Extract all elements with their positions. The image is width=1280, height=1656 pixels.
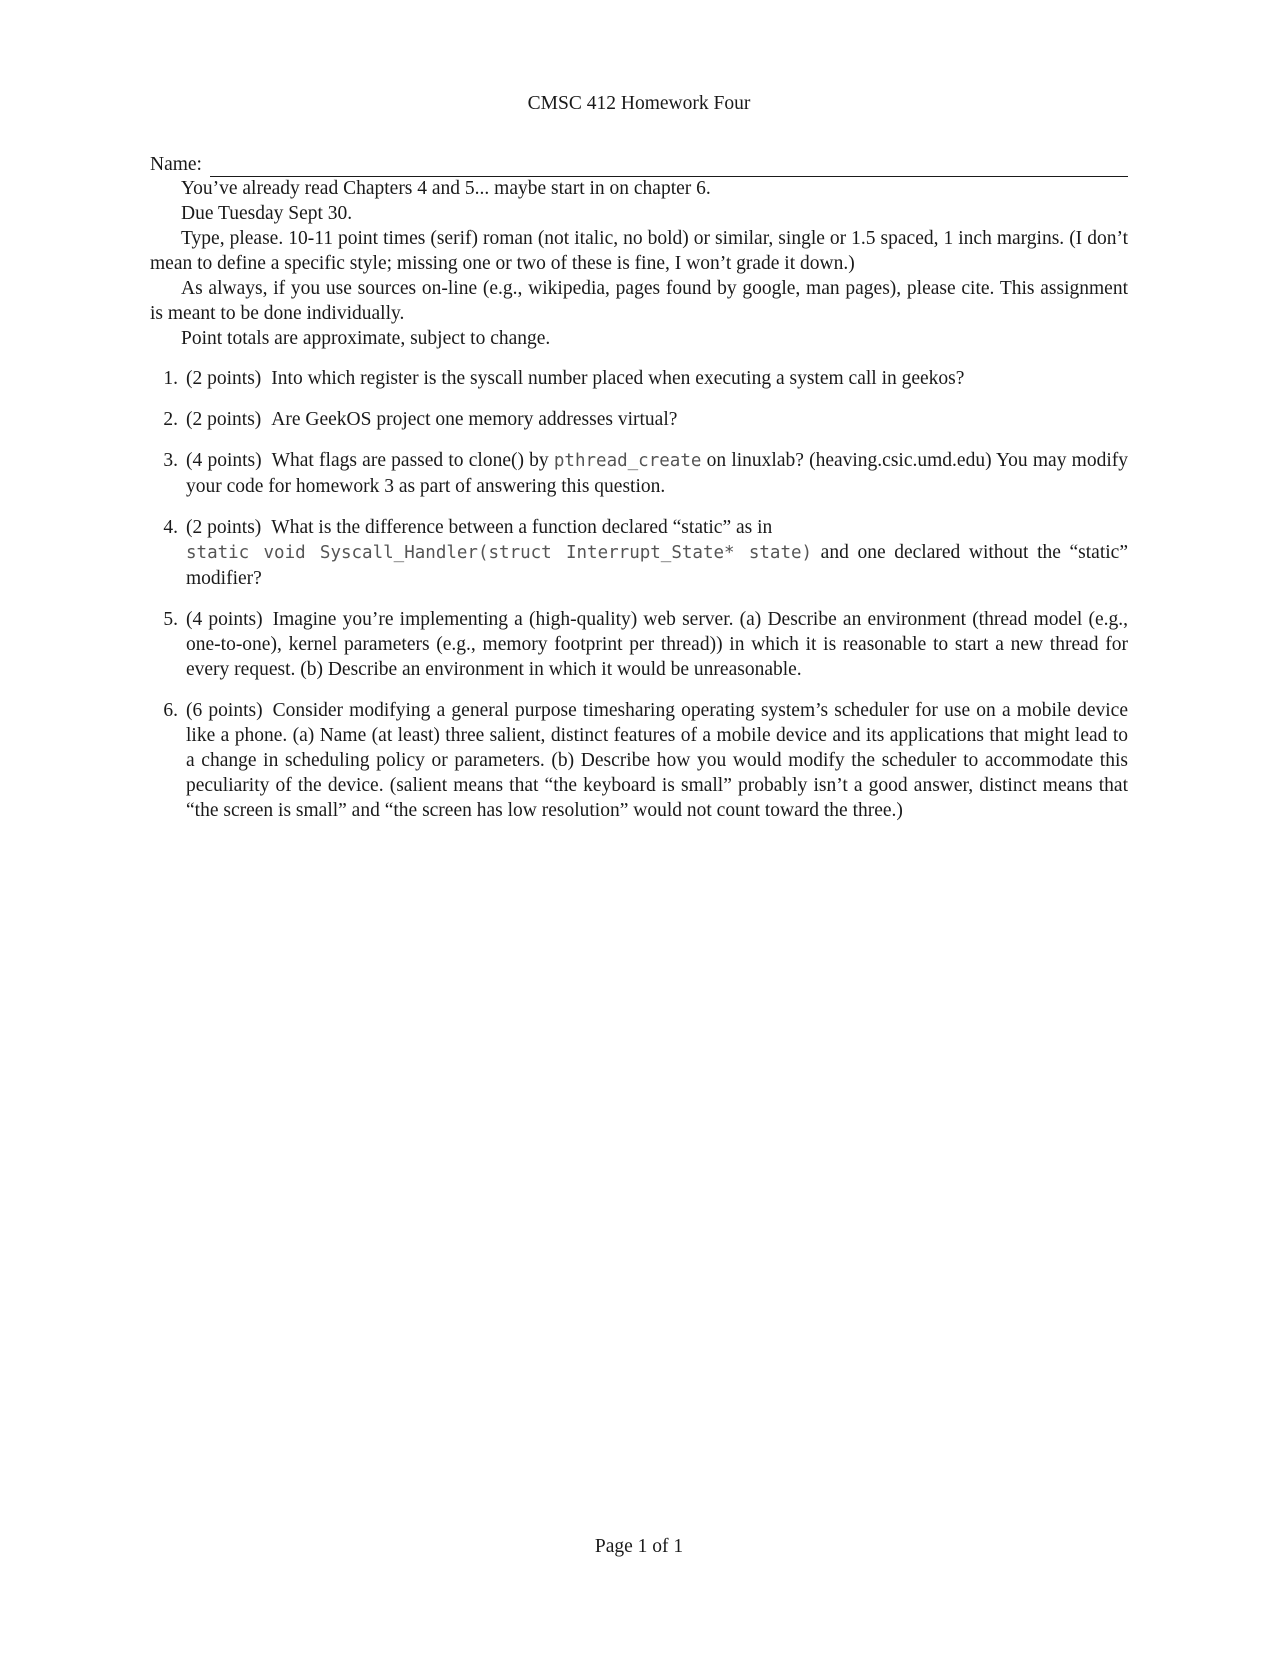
question-points: (2 points) (186, 517, 262, 538)
question-number: 3. (163, 450, 178, 471)
question-points: (6 points) (186, 700, 263, 721)
question-body: Into which register is the syscall number placed when executing a system call in geekos? (271, 368, 965, 389)
document-title: CMSC 412 Homework Four (527, 93, 751, 114)
question-item (150, 607, 1128, 682)
question-body: Are GeekOS project one memory addresses virtual? (271, 409, 678, 430)
code-snippet: static void Syscall_Handler(struct Interrupt_State* state) (186, 543, 813, 563)
question-item (150, 366, 1128, 391)
question-number: 2. (163, 409, 178, 430)
question-body: on linuxlab? (heaving.csic.umd.edu) You may modify your code for homework 3 as part of answering this question. (186, 450, 1128, 497)
question-text (186, 407, 1128, 432)
question-points: (2 points) (186, 368, 262, 389)
intro-paragraph: Point totals are approximate, subject to change. (181, 328, 551, 349)
name-underline (210, 158, 1128, 177)
question-text (186, 366, 1128, 391)
intro-paragraph: Due Tuesday Sept 30. (181, 203, 353, 224)
intro-paragraph: Type, please. 10-11 point times (serif) roman (not italic, no bold) or similar, single or 1.5 spaced, 1 inch margins. (I don’t mean to define a specific style; missing one or two of these is fine, I won’t grade it down.) (150, 228, 1128, 274)
question-text (186, 698, 1128, 823)
question-text (186, 515, 1128, 591)
question-item (150, 698, 1128, 823)
question-number: 4. (163, 517, 178, 538)
page-footer: Page 1 of 1 (594, 1536, 684, 1557)
question-item (150, 407, 1128, 432)
question-body: What flags are passed to clone() by (271, 450, 554, 471)
intro-section (150, 176, 1128, 351)
question-item (150, 448, 1128, 499)
question-text (186, 607, 1128, 682)
question-body: Imagine you’re implementing a (high-quality) web server. (a) Describe an environment (thread model (e.g., one-to-one), kernel parameters (e.g., memory footprint per thread)) in which it is reasonable to start a new thread for every request. (b) Describe an environment in which it would be unreasonable. (186, 609, 1128, 680)
question-body: Consider modifying a general purpose timesharing operating system’s scheduler for use on a mobile device like a phone. (a) Name (at least) three salient, distinct features of a mobile device and its applications that might lead to a change in scheduling policy or parameters. (b) Describe how you would modify the scheduler to accommodate this peculiarity of the device. (salient means that “the keyboard is small” probably isn’t a good answer, distinct means that “the screen is small” and “the screen has low resolution” would not count toward the three.) (186, 700, 1128, 821)
question-list (150, 366, 1128, 839)
question-item (150, 515, 1128, 591)
question-text (186, 448, 1128, 499)
question-points: (4 points) (186, 450, 262, 471)
document-page (150, 0, 1128, 1656)
name-field-row (150, 152, 1128, 177)
question-number: 6. (163, 700, 178, 721)
intro-paragraph: You’ve already read Chapters 4 and 5... maybe start in on chapter 6. (181, 178, 711, 199)
code-snippet: pthread_create (553, 451, 702, 471)
question-points: (4 points) (186, 609, 263, 630)
question-body: What is the difference between a function declared “static” as in (271, 517, 773, 538)
question-number: 5. (163, 609, 178, 630)
name-label: Name: (150, 154, 202, 175)
question-points: (2 points) (186, 409, 262, 430)
question-body: and one declared without the “static” modifier? (186, 542, 1128, 589)
question-number: 1. (163, 368, 178, 389)
intro-paragraph: As always, if you use sources on-line (e.g., wikipedia, pages found by google, man pages), please cite. This assignment is meant to be done individually. (150, 278, 1128, 324)
